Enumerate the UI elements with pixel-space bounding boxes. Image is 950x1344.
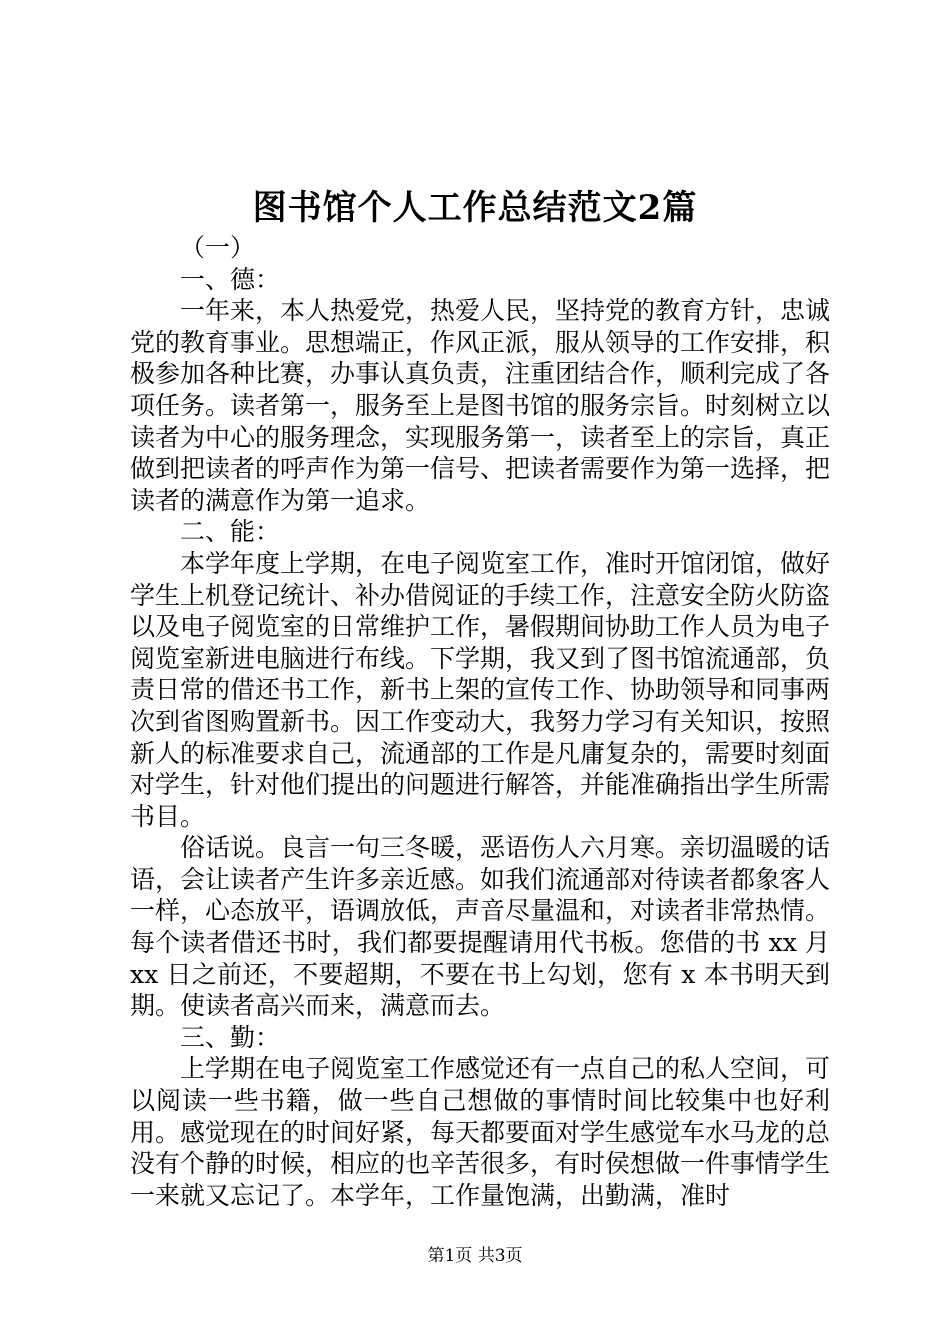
paragraph-service: 俗话说。良言一句三冬暖，恶语伤人六月寒。亲切温暖的话语，会让读者产生许多亲近感。如我们流通部对待读者都象客人一样，心态放平，语调放低，声音尽量温和，对读者非常热情。每个读者借还书时，我们都要提醒请用代书板。您借的书 xx 月 xx 日之前还，不要超期，不要在书上勾划，您有 x 本书明天到期。使读者高兴而来，满意而去。 [130,833,831,1021]
heading-virtue: 一、德： [180,264,281,294]
heading-ability: 二、能： [180,517,281,547]
document-body [130,232,830,1211]
paragraph-diligence: 上学期在电子阅览室工作感觉还有一点自己的私人空间，可以阅读一些书籍，做一些自己想做的事情时间比较集中也好利用。感觉现在的时间好紧，每天都要面对学生感觉车水马龙的总没有个静的时候，相应的也辛苦很多，有时侯想做一件事情学生一来就又忘记了。本学年，工作量饱满，出勤满，准时 [130,1054,831,1210]
paragraph-virtue: 一年来，本人热爱党，热爱人民，坚持党的教育方针，忠诚党的教育事业。思想端正，作风正派，服从领导的工作安排，积极参加各种比赛，办事认真负责，注重团结合作，顺利完成了各项任务。读者第一，服务至上是图书馆的服务宗旨。时刻树立以读者为中心的服务理念，实现服务第一，读者至上的宗旨，真正做到把读者的呼声作为第一信号、把读者需要作为第一选择，把读者的满意作为第一追求。 [130,296,831,515]
paragraph-ability: 本学年度上学期，在电子阅览室工作，准时开馆闭馆，做好学生上机登记统计、补办借阅证的手续工作，注意安全防火防盗以及电子阅览室的日常维护工作，暑假期间协助工作人员为电子阅览室新进电脑进行布线。下学期，我又到了图书馆流通部，负责日常的借还书工作，新书上架的宣传工作、协助领导和同事两次到省图购置新书。因工作变动大，我努力学习有关知识，按照新人的标准要求自己，流通部的工作是凡庸复杂的，需要时刻面对学生，针对他们提出的问题进行解答，并能准确指出学生所需书目。 [130,548,831,831]
heading-diligence: 三、勤： [180,1022,281,1052]
document-title: 图书馆个人工作总结范文2篇 [252,188,698,228]
section-marker: （一） [180,233,256,262]
page-footer: 第1页 共3页 [427,1246,523,1266]
